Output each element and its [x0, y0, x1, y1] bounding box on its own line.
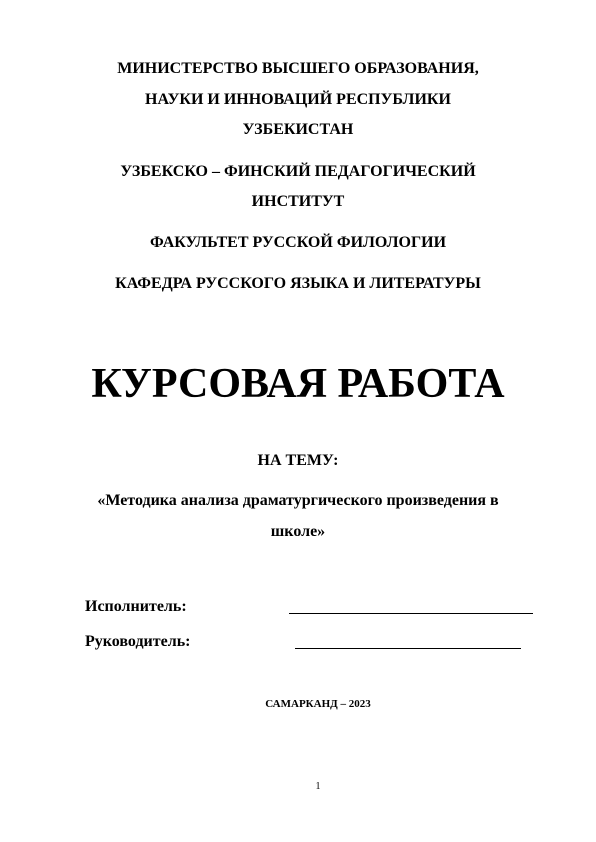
document-title: КУРСОВАЯ РАБОТА [91, 361, 505, 407]
topic-label: НА ТЕМУ: [257, 452, 339, 469]
supervisor-signature-line [295, 632, 521, 649]
institute-line-1: УЗБЕКСКО – ФИНСКИЙ ПЕДАГОГИЧЕСКИЙ [120, 163, 476, 180]
supervisor-label: Руководитель: [85, 633, 191, 650]
topic-line-1: «Методика анализа драматургического произведения в [97, 492, 499, 509]
ministry-line-1: МИНИСТЕРСТВО ВЫСШЕГО ОБРАЗОВАНИЯ, [117, 60, 479, 77]
faculty-name: ФАКУЛЬТЕТ РУССКОЙ ФИЛОЛОГИИ [149, 234, 447, 251]
institute-line-2: ИНСТИТУТ [251, 193, 345, 210]
page-number: 1 [315, 781, 321, 792]
supervisor-row [85, 632, 545, 654]
department-name: КАФЕДРА РУССКОГО ЯЗЫКА И ЛИТЕРАТУРЫ [115, 275, 481, 292]
executor-label: Исполнитель: [85, 598, 187, 615]
ministry-line-2: НАУКИ И ИННОВАЦИЙ РЕСПУБЛИКИ [145, 91, 451, 108]
topic-line-2: школе» [270, 523, 326, 540]
ministry-line-3: УЗБЕКИСТАН [242, 121, 354, 138]
city-year: САМАРКАНД – 2023 [265, 698, 371, 710]
executor-row [85, 597, 545, 619]
executor-signature-line [289, 597, 533, 614]
